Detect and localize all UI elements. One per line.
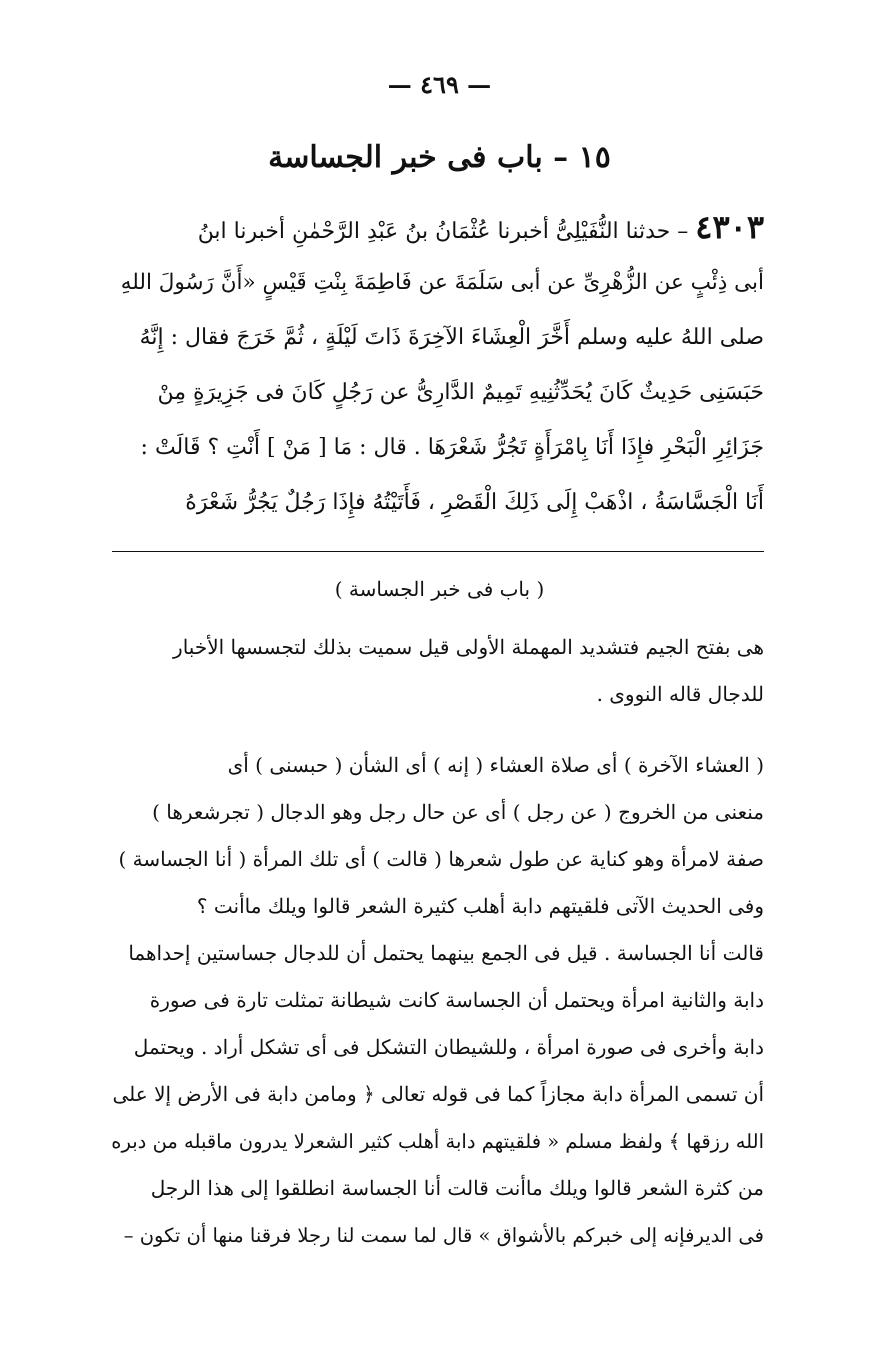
hadith-line-text: – حدثنا النُّفَيْلِىُّ أخبرنا عُثْمَانُ بنُ عَبْدِ الرَّحْمٰنِ أخبرنا ابنُ [197,219,689,244]
paragraph-gap [108,718,764,742]
hadith-text [108,200,764,530]
commentary-line: أن تسمى المرأة دابة مجازاً كما فى قوله تعالى ﴿ ومامن دابة فى الأرض إلا على [112,1082,764,1106]
commentary-line: ( العشاء الآخرة ) أى صلاة العشاء ( إنه ) أى الشأن ( حبسنى ) أى [227,753,764,777]
commentary-line: للدجال قاله النووى . [596,682,764,706]
hadith-line: صلى اللهُ عليه وسلم أَخَّرَ الْعِشَاءَ الآخِرَةَ ذَاتَ لَيْلَةٍ ، ثُمَّ خَرَجَ فقال : إِنَّهُ [139,325,764,350]
commentary-line: هى بفتح الجيم فتشديد المهملة الأولى قيل سميت بذلك لتجسسها الأخبار [173,635,764,659]
footnote-divider [112,551,764,552]
hadith-line: حَبَسَنِى حَدِيثٌ كَانَ يُحَدِّثُنِيهِ تَمِيمٌ الدَّارِىُّ عن رَجُلٍ كَانَ فى جَزِيرَةٍ مِنْ [157,380,764,405]
hadith-line: أبى ذِئْبٍ عن الزُّهْرِىِّ عن أبى سَلَمَةَ عن فَاطِمَةَ بِنْتِ قَيْسٍ «أَنَّ رَسُولَ اللهِ [120,270,764,295]
commentary-line: منعنى من الخروج ( عن رجل ) أى عن حال رجل وهو الدجال ( تجرشعرها ) [152,800,764,824]
commentary-line: من كثرة الشعر قالوا ويلك ماأنت قالت أنا الجساسة انطلقوا إلى هذا الرجل [150,1176,764,1200]
hadith-line [108,200,764,255]
commentary-title: ( باب فى خبر الجساسة ) [334,577,545,601]
commentary-line: وفى الحديث الآتى فلقيتهم دابة أهلب كثيرة الشعر قالوا ويلك ماأنت ؟ [196,894,764,918]
commentary-line: دابة وأخرى فى صورة امرأة ، وللشيطان التشكل فى أى تشكل أراد . ويحتمل [133,1035,764,1059]
hadith-line: جَزَائِرِ الْبَحْرِ فإِذَا أَنَا بِامْرَأَةٍ تَجُرُّ شَعْرَهَا . قال : مَا [ مَنْ ] أَنْتِ ؟ قَالَتْ : [140,435,764,460]
commentary-line: الله رزقها ﴾ ولفظ مسلم « فلقيتهم دابة أهلب كثير الشعرلا يدرون ماقبله من دبره [111,1130,764,1153]
commentary-line: فى الديرفإنه إلى خبركم بالأشواق » قال لما سمت لنا رجلا فرقنا منها أن تكون – [123,1224,764,1247]
hadith-line: أَنَا الْجَسَّاسَةُ ، اذْهَبْ إِلَى ذَلِكَ الْقَصْرِ ، فَأَتَيْتُهُ فإِذَا رَجُلٌ يَجُرُّ شَعْرَهُ [185,490,764,515]
commentary-line: صفة لامرأة وهو كناية عن طول شعرها ( قالت ) أى تلك المرأة ( أنا الجساسة ) [118,847,764,871]
page-number: — ٤٦٩ — [387,70,492,99]
chapter-title: ١٥ – باب فى خبر الجساسة [268,140,611,175]
commentary-text [108,624,764,1259]
commentary-line: قالت أنا الجساسة . قيل فى الجمع بينهما يحتمل أن للدجال جساستين إحداهما [128,941,764,965]
hadith-number: ٤٣٠٣ [695,208,764,246]
commentary-line: دابة والثانية امرأة ويحتمل أن الجساسة كانت شيطانة تمثلت تارة فى صورة [149,988,764,1012]
